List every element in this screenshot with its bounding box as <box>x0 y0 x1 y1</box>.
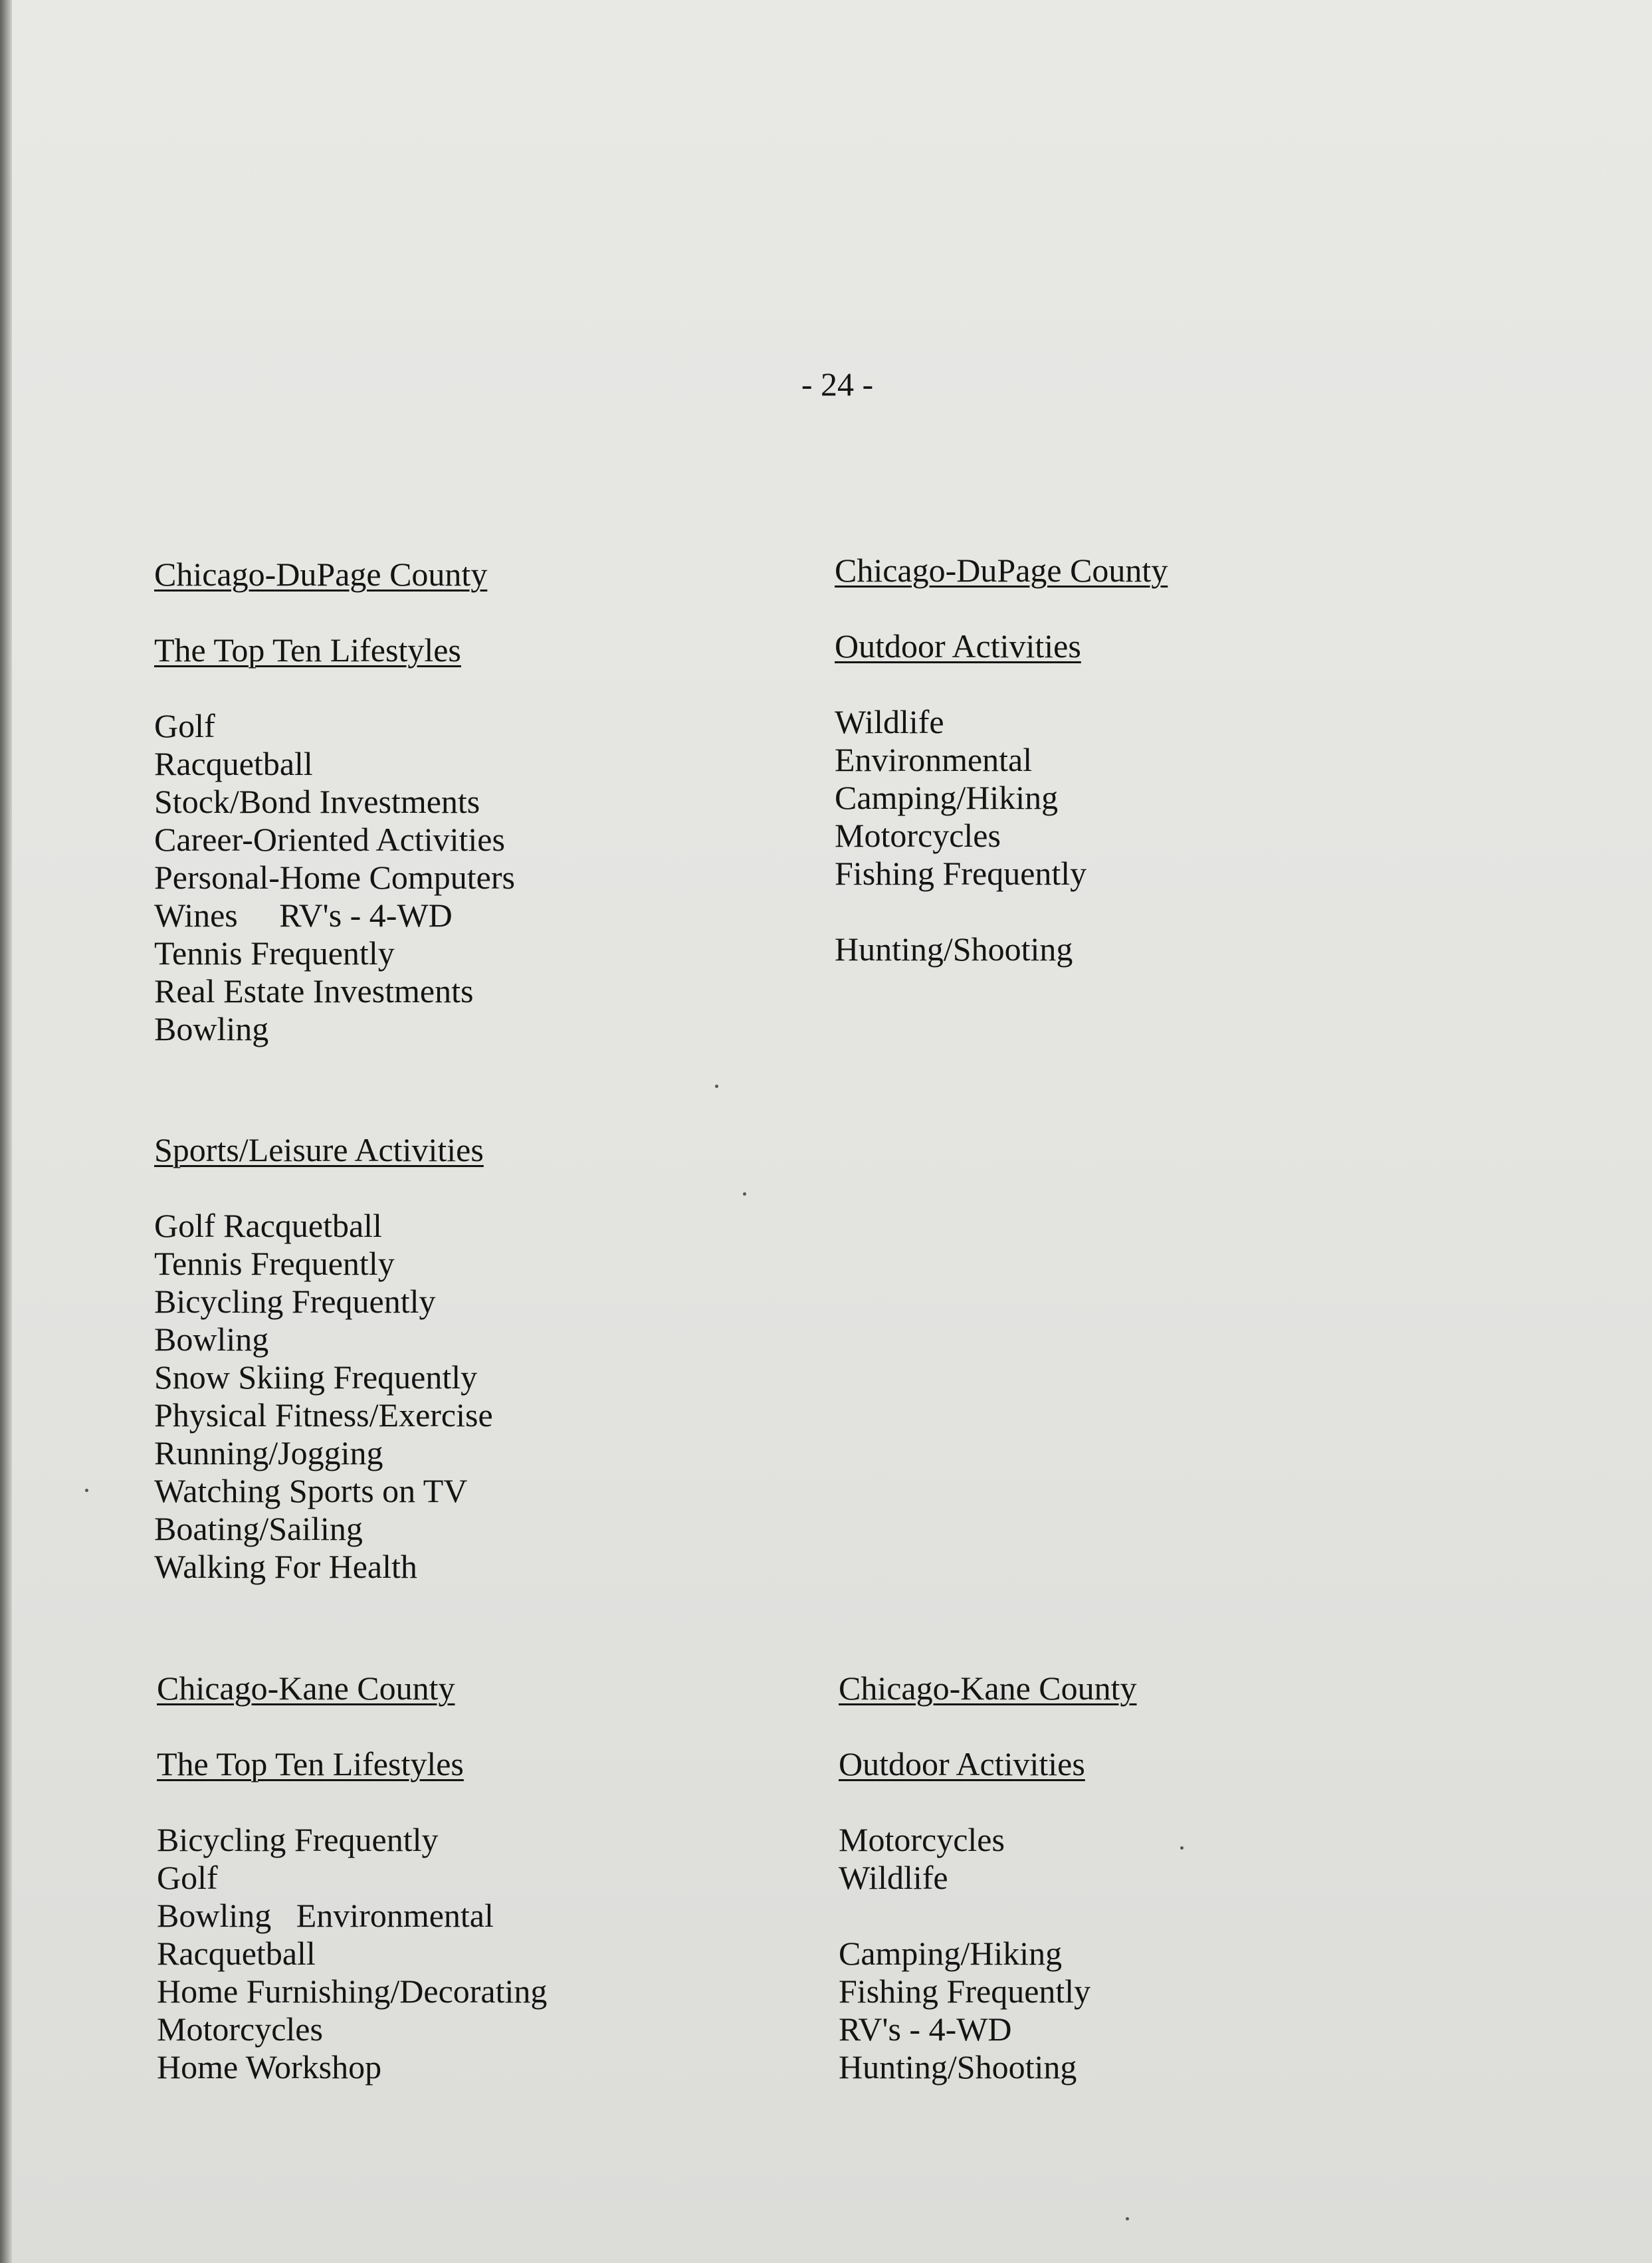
lifestyle-list <box>154 707 515 1048</box>
list-item: Wildlife <box>835 703 944 740</box>
list-item: Hunting/Shooting <box>835 930 1073 968</box>
list-item: Hunting/Shooting <box>839 2048 1077 2086</box>
section-title: Sports/Leisure Activities <box>154 1131 484 1168</box>
list-item: Stock/Bond Investments <box>154 783 480 820</box>
outdoor-list <box>839 1821 1137 2086</box>
list-item: Home Workshop <box>157 2048 382 2086</box>
list-item: Environmental <box>835 741 1033 778</box>
county-heading: Chicago-Kane County <box>157 1670 455 1707</box>
list-item: Running/Jogging <box>154 1434 383 1471</box>
list-item: Tennis Frequently <box>154 934 395 972</box>
list-item: Racquetball <box>154 745 313 782</box>
list-item: Golf Racquetball <box>154 1207 382 1244</box>
sports-list <box>154 1207 493 1586</box>
section-title: The Top Ten Lifestyles <box>157 1745 464 1782</box>
dupage-outdoor-section <box>835 552 1168 968</box>
list-item: Physical Fitness/Exercise <box>154 1396 493 1434</box>
list-item: Career-Oriented Activities <box>154 821 505 858</box>
list-item: Watching Sports on TV <box>154 1472 468 1509</box>
page-binding-edge <box>0 0 12 2263</box>
section-title: Outdoor Activities <box>839 1745 1085 1782</box>
outdoor-list <box>835 703 1168 968</box>
scan-speck <box>1180 1846 1184 1850</box>
list-item: Golf <box>157 1859 218 1896</box>
list-item: Bowling <box>154 1321 269 1358</box>
list-item: Personal-Home Computers <box>154 859 515 896</box>
list-item: Golf <box>154 707 215 744</box>
scan-speck <box>743 1192 746 1196</box>
list-item: Camping/Hiking <box>835 779 1059 816</box>
dupage-lifestyles-section <box>154 556 515 1048</box>
list-item: Camping/Hiking <box>839 1935 1063 1972</box>
list-item: RV's - 4-WD <box>839 2010 1012 2048</box>
list-item: Racquetball <box>157 1935 316 1972</box>
county-heading: Chicago-DuPage County <box>154 556 488 593</box>
list-item: Motorcycles <box>835 817 1001 854</box>
scan-speck <box>85 1489 88 1492</box>
list-item: Fishing Frequently <box>839 1973 1091 2010</box>
list-item: Bicycling Frequently <box>154 1283 436 1320</box>
kane-outdoor-section <box>839 1670 1137 2086</box>
kane-lifestyles-section <box>157 1670 547 2086</box>
section-title: Outdoor Activities <box>835 627 1081 665</box>
list-item: Bowling <box>154 1010 269 1047</box>
list-item: Boating/Sailing <box>154 1510 363 1547</box>
scan-speck <box>715 1085 718 1088</box>
section-title: The Top Ten Lifestyles <box>154 631 461 669</box>
list-item: Home Furnishing/Decorating <box>157 1973 548 2010</box>
list-item: Bicycling Frequently <box>157 1821 439 1858</box>
list-item: Fishing Frequently <box>835 855 1087 892</box>
dupage-sports-section <box>154 1131 493 1586</box>
scan-speck <box>1126 2217 1129 2220</box>
list-item: Motorcycles <box>839 1821 1005 1858</box>
list-item: Real Estate Investments <box>154 972 474 1010</box>
list-item: Tennis Frequently <box>154 1245 395 1282</box>
county-heading: Chicago-Kane County <box>839 1670 1137 1707</box>
lifestyle-list <box>157 1821 547 2086</box>
list-item: Wines RV's - 4-WD <box>154 897 453 934</box>
county-heading: Chicago-DuPage County <box>835 552 1168 589</box>
list-item: Walking For Health <box>154 1548 417 1585</box>
list-item: Wildlife <box>839 1859 948 1896</box>
page-number: - 24 - <box>801 366 874 403</box>
list-item: Motorcycles <box>157 2010 323 2048</box>
list-item: Snow Skiing Frequently <box>154 1358 478 1396</box>
list-item: Bowling Environmental <box>157 1897 494 1934</box>
